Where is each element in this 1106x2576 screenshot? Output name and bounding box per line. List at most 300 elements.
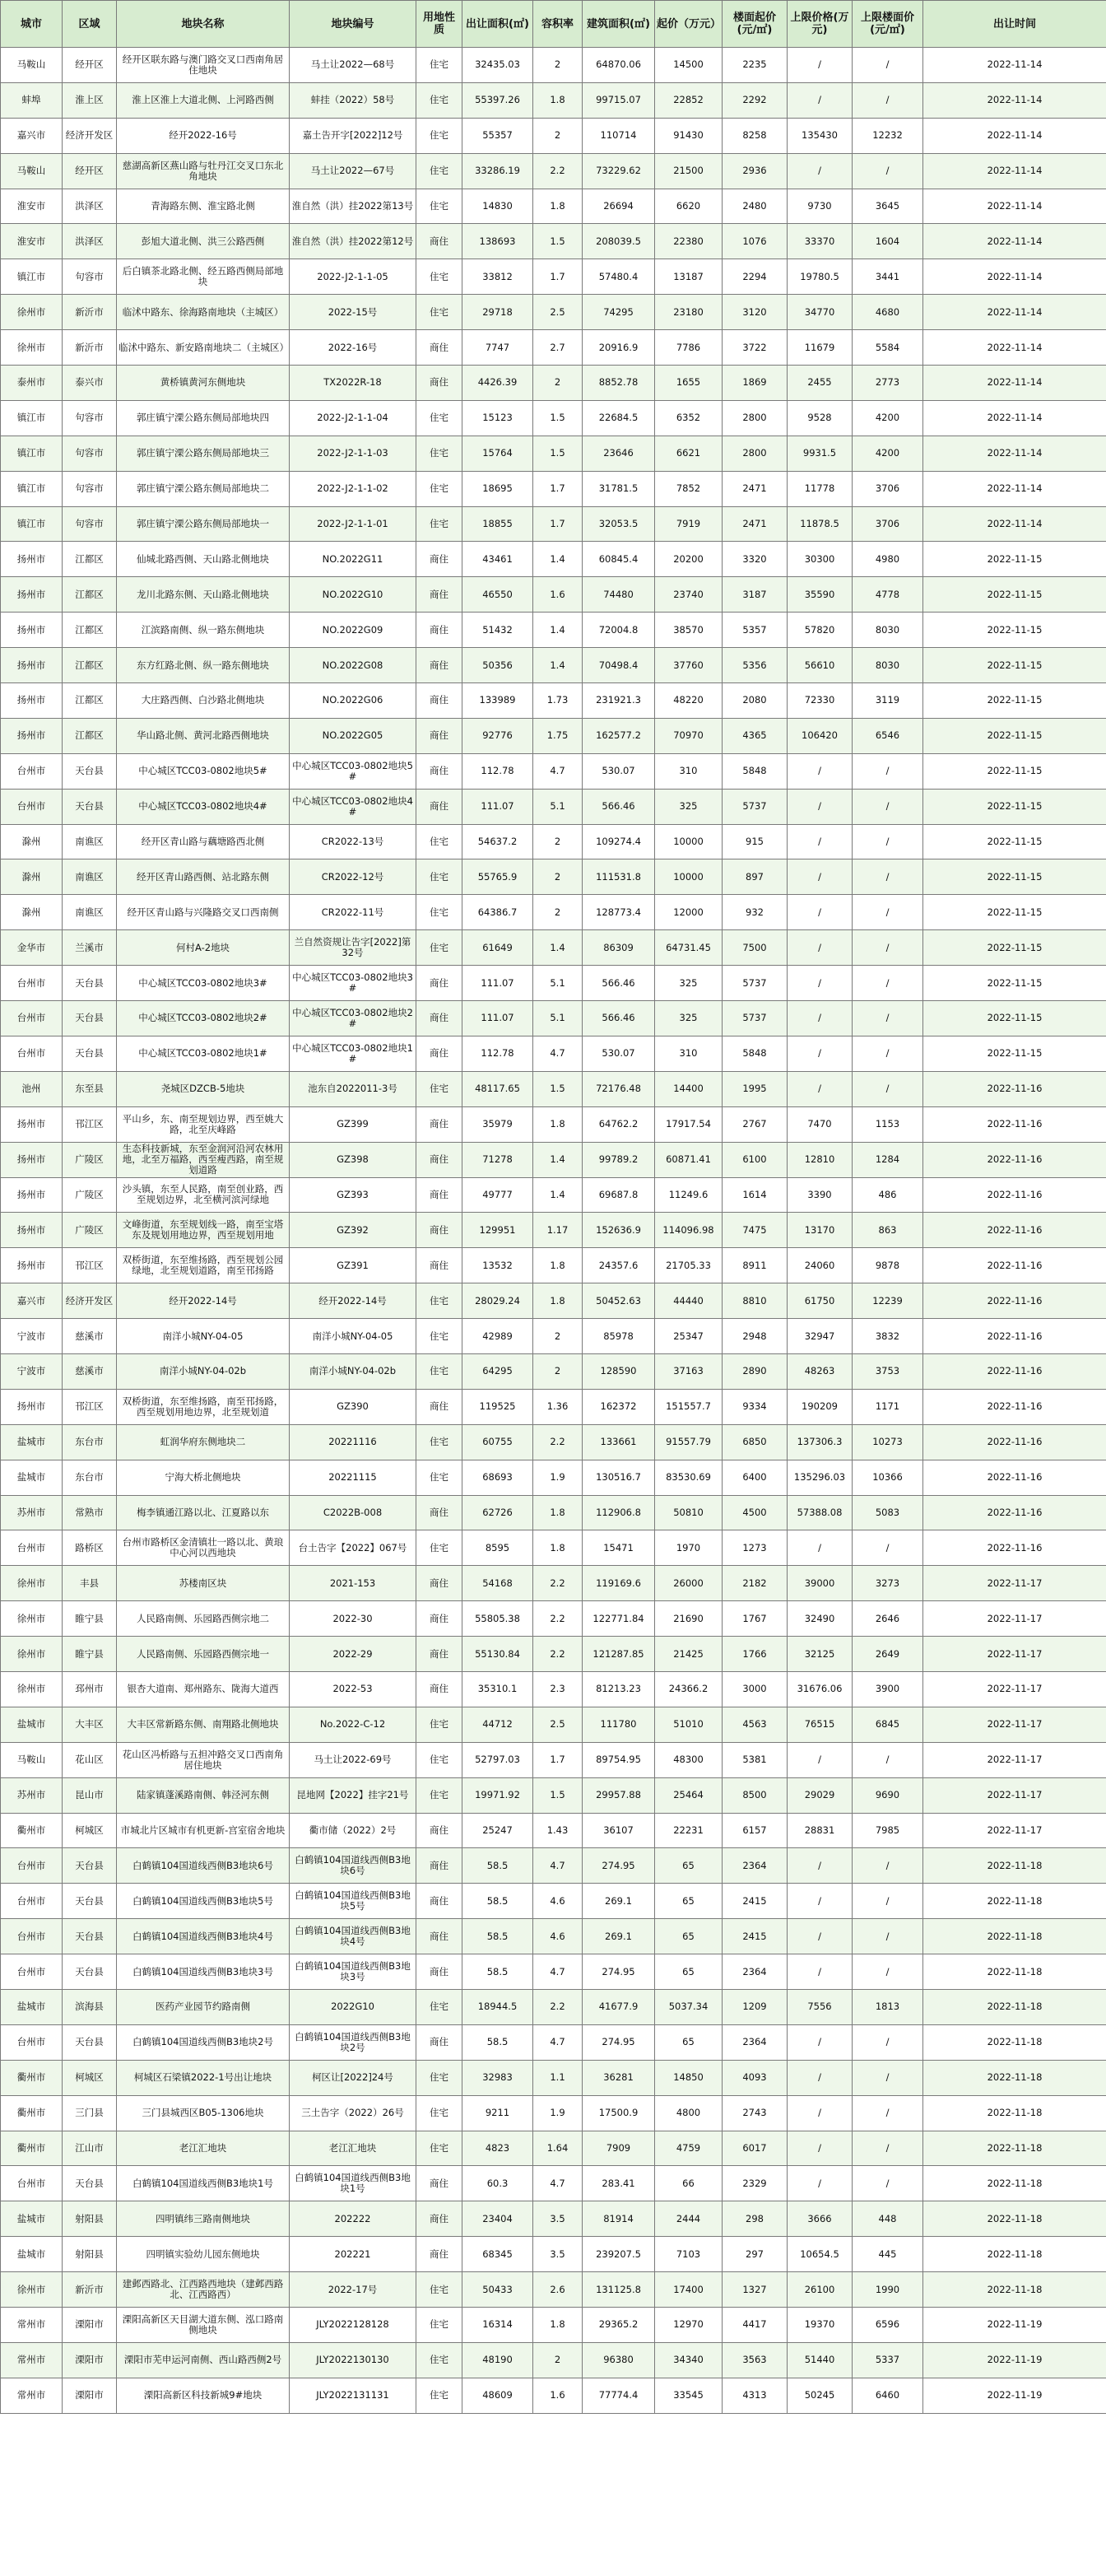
cell-area: 48117.65 (462, 1071, 533, 1106)
column-header-cap-floor-price: 上限楼面价(元/㎡) (853, 1, 923, 48)
cell-start-floor-price: 3563 (723, 2342, 788, 2378)
cell-land-use: 住宅 (416, 895, 462, 930)
cell-plot-ratio: 2 (533, 1353, 583, 1389)
cell-cap-price: 3666 (788, 2201, 853, 2237)
cell-city: 台州市 (1, 966, 63, 1001)
cell-land-use: 商住 (416, 2166, 462, 2201)
cell-floor-area: 96380 (583, 2342, 655, 2378)
cell-cap-price: / (788, 2166, 853, 2201)
cell-city: 台州市 (1, 789, 63, 824)
cell-area: 71278 (462, 1142, 533, 1177)
cell-auction-date: 2022-11-14 (923, 436, 1106, 471)
cell-start-floor-price: 297 (723, 2237, 788, 2272)
cell-district: 江都区 (63, 613, 117, 648)
cell-land-use: 商住 (416, 718, 462, 753)
cell-start-price: 83530.69 (655, 1460, 723, 1495)
cell-cap-floor-price: 445 (853, 2237, 923, 2272)
cell-parcel-code: 2022-J2-1-1-04 (290, 400, 416, 436)
table-row (1, 966, 1106, 1001)
cell-area: 29718 (462, 295, 533, 330)
table-row (1, 1742, 1106, 1777)
cell-plot-ratio: 1.8 (533, 1530, 583, 1566)
cell-parcel-code: CR2022-11号 (290, 895, 416, 930)
cell-floor-area: 111780 (583, 1707, 655, 1742)
table-row (1, 1919, 1106, 1954)
cell-area: 54168 (462, 1566, 533, 1601)
cell-start-price: 310 (655, 753, 723, 789)
cell-area: 18695 (462, 471, 533, 506)
cell-auction-date: 2022-11-18 (923, 2131, 1106, 2166)
cell-floor-area: 128590 (583, 1353, 655, 1389)
cell-district: 睢宁县 (63, 1637, 117, 1672)
cell-cap-price: 32947 (788, 1319, 853, 1354)
cell-auction-date: 2022-11-14 (923, 259, 1106, 295)
column-header-auction-date: 出让时间 (923, 1, 1106, 48)
cell-cap-price: 19780.5 (788, 259, 853, 295)
cell-cap-floor-price: 6546 (853, 718, 923, 753)
cell-cap-floor-price: 3832 (853, 1319, 923, 1354)
cell-parcel-name: 人民路南侧、乐园路西侧宗地一 (117, 1637, 290, 1672)
cell-plot-ratio: 4.7 (533, 1954, 583, 1990)
cell-parcel-code: 2022-30 (290, 1601, 416, 1637)
cell-district: 丰县 (63, 1566, 117, 1601)
cell-plot-ratio: 1.5 (533, 1777, 583, 1813)
cell-start-floor-price: 915 (723, 824, 788, 859)
cell-plot-ratio: 1.7 (533, 1742, 583, 1777)
cell-parcel-code: 20221115 (290, 1460, 416, 1495)
cell-parcel-name: 溧阳市芜申运河南侧、西山路西侧2号 (117, 2342, 290, 2378)
cell-cap-price: / (788, 48, 853, 83)
cell-parcel-name: 四明镇纬三路南侧地块 (117, 2201, 290, 2237)
table-row (1, 2308, 1106, 2343)
cell-land-use: 住宅 (416, 471, 462, 506)
cell-district: 兰溪市 (63, 930, 117, 966)
cell-district: 天台县 (63, 1848, 117, 1884)
cell-plot-ratio: 4.7 (533, 1848, 583, 1884)
cell-cap-price: 24060 (788, 1248, 853, 1283)
cell-auction-date: 2022-11-15 (923, 789, 1106, 824)
cell-city: 台州市 (1, 1954, 63, 1990)
cell-city: 扬州市 (1, 1248, 63, 1283)
cell-parcel-code: GZ398 (290, 1142, 416, 1177)
cell-plot-ratio: 2.2 (533, 1637, 583, 1672)
cell-city: 镇江市 (1, 259, 63, 295)
cell-parcel-code: NO.2022G09 (290, 613, 416, 648)
cell-area: 28029.24 (462, 1283, 533, 1319)
cell-start-price: 38570 (655, 613, 723, 648)
cell-floor-area: 269.1 (583, 1919, 655, 1954)
cell-parcel-code: 202222 (290, 2201, 416, 2237)
cell-parcel-code: CR2022-13号 (290, 824, 416, 859)
cell-plot-ratio: 3.5 (533, 2237, 583, 2272)
cell-plot-ratio: 5.1 (533, 1001, 583, 1036)
cell-parcel-code: JLY2022130130 (290, 2342, 416, 2378)
cell-cap-price: / (788, 2024, 853, 2060)
cell-plot-ratio: 2.6 (533, 2272, 583, 2308)
cell-land-use: 商住 (416, 2024, 462, 2060)
cell-cap-price: 26100 (788, 2272, 853, 2308)
cell-floor-area: 112906.8 (583, 1495, 655, 1530)
cell-start-price: 91557.79 (655, 1424, 723, 1460)
cell-start-floor-price: 5356 (723, 648, 788, 683)
cell-auction-date: 2022-11-15 (923, 683, 1106, 719)
table-row (1, 1177, 1106, 1213)
cell-auction-date: 2022-11-16 (923, 1213, 1106, 1248)
cell-district: 溧阳市 (63, 2342, 117, 2378)
cell-start-price: 7103 (655, 2237, 723, 2272)
cell-auction-date: 2022-11-17 (923, 1777, 1106, 1813)
cell-land-use: 住宅 (416, 1460, 462, 1495)
cell-district: 洪泽区 (63, 224, 117, 259)
cell-cap-floor-price: 3753 (853, 1353, 923, 1389)
cell-area: 111.07 (462, 966, 533, 1001)
cell-parcel-name: 南洋小城NY-04-02b (117, 1353, 290, 1389)
cell-land-use: 商住 (416, 753, 462, 789)
cell-auction-date: 2022-11-19 (923, 2378, 1106, 2413)
cell-start-floor-price: 6400 (723, 1460, 788, 1495)
cell-area: 58.5 (462, 1954, 533, 1990)
cell-parcel-code: 池东自2022011-3号 (290, 1071, 416, 1106)
cell-start-floor-price: 1209 (723, 1989, 788, 2024)
cell-city: 徐州市 (1, 1637, 63, 1672)
cell-parcel-code: NO.2022G06 (290, 683, 416, 719)
table-row (1, 2201, 1106, 2237)
cell-start-floor-price: 2471 (723, 506, 788, 542)
cell-floor-area: 274.95 (583, 1848, 655, 1884)
cell-start-price: 65 (655, 1954, 723, 1990)
cell-cap-floor-price: 4200 (853, 400, 923, 436)
cell-start-price: 17400 (655, 2272, 723, 2308)
cell-cap-price: 137306.3 (788, 1424, 853, 1460)
cell-land-use: 商住 (416, 577, 462, 613)
cell-land-use: 商住 (416, 1566, 462, 1601)
cell-parcel-name: 东方红路北侧、纵一路东侧地块 (117, 648, 290, 683)
cell-parcel-name: 梅李镇通江路以北、江夏路以东 (117, 1495, 290, 1530)
cell-land-use: 住宅 (416, 2342, 462, 2378)
cell-auction-date: 2022-11-14 (923, 471, 1106, 506)
cell-land-use: 住宅 (416, 118, 462, 153)
cell-city: 盐城市 (1, 1424, 63, 1460)
table-row (1, 1566, 1106, 1601)
cell-area: 60.3 (462, 2166, 533, 2201)
cell-area: 48609 (462, 2378, 533, 2413)
cell-auction-date: 2022-11-14 (923, 400, 1106, 436)
cell-cap-floor-price: 9878 (853, 1248, 923, 1283)
cell-cap-price: 34770 (788, 295, 853, 330)
cell-start-floor-price: 3722 (723, 330, 788, 366)
cell-auction-date: 2022-11-16 (923, 1106, 1106, 1142)
cell-cap-price: 190209 (788, 1389, 853, 1424)
cell-plot-ratio: 2.2 (533, 153, 583, 189)
cell-district: 东台市 (63, 1460, 117, 1495)
cell-start-floor-price: 2415 (723, 1884, 788, 1919)
table-row (1, 1884, 1106, 1919)
cell-floor-area: 162577.2 (583, 718, 655, 753)
cell-cap-floor-price: / (853, 48, 923, 83)
cell-start-floor-price: 3187 (723, 577, 788, 613)
cell-parcel-code: 嘉土告开字[2022]12号 (290, 118, 416, 153)
cell-start-price: 310 (655, 1036, 723, 1071)
cell-floor-area: 81213.23 (583, 1671, 655, 1707)
cell-district: 洪泽区 (63, 189, 117, 224)
cell-parcel-name: 南洋小城NY-04-05 (117, 1319, 290, 1354)
cell-auction-date: 2022-11-17 (923, 1637, 1106, 1672)
table-row (1, 1530, 1106, 1566)
cell-land-use: 住宅 (416, 859, 462, 895)
cell-start-price: 22380 (655, 224, 723, 259)
cell-parcel-name: 何村A-2地块 (117, 930, 290, 966)
cell-district: 新沂市 (63, 295, 117, 330)
cell-cap-floor-price: 6845 (853, 1707, 923, 1742)
cell-floor-area: 57480.4 (583, 259, 655, 295)
cell-cap-price: 30300 (788, 542, 853, 577)
cell-parcel-name: 平山乡，东、南至规划边界，西至姚大路，北至庆峰路 (117, 1106, 290, 1142)
cell-parcel-code: GZ390 (290, 1389, 416, 1424)
cell-auction-date: 2022-11-14 (923, 153, 1106, 189)
cell-land-use: 商住 (416, 330, 462, 366)
cell-floor-area: 70498.4 (583, 648, 655, 683)
cell-cap-price: / (788, 1742, 853, 1777)
cell-start-floor-price: 1076 (723, 224, 788, 259)
table-row (1, 789, 1106, 824)
cell-plot-ratio: 2.2 (533, 1989, 583, 2024)
cell-city: 宁波市 (1, 1353, 63, 1389)
cell-parcel-name: 经开区青山路与藕塘路西北侧 (117, 824, 290, 859)
column-header-parcel-name: 地块名称 (117, 1, 290, 48)
cell-land-use: 住宅 (416, 1707, 462, 1742)
cell-auction-date: 2022-11-16 (923, 1424, 1106, 1460)
cell-land-use: 商住 (416, 613, 462, 648)
cell-area: 68345 (462, 2237, 533, 2272)
cell-cap-floor-price: 448 (853, 2201, 923, 2237)
cell-land-use: 住宅 (416, 1319, 462, 1354)
cell-auction-date: 2022-11-18 (923, 2201, 1106, 2237)
cell-district: 大丰区 (63, 1707, 117, 1742)
cell-city: 徐州市 (1, 295, 63, 330)
cell-parcel-code: 马土让2022—68号 (290, 48, 416, 83)
cell-start-floor-price: 1766 (723, 1637, 788, 1672)
cell-district: 江都区 (63, 718, 117, 753)
cell-cap-price: / (788, 1848, 853, 1884)
cell-auction-date: 2022-11-15 (923, 859, 1106, 895)
table-row (1, 2342, 1106, 2378)
cell-land-use: 住宅 (416, 436, 462, 471)
cell-cap-price: 29029 (788, 1777, 853, 1813)
cell-cap-price: 135296.03 (788, 1460, 853, 1495)
cell-parcel-code: 南洋小城NY-04-05 (290, 1319, 416, 1354)
cell-parcel-name: 尧城区DZCB-5地块 (117, 1071, 290, 1106)
cell-auction-date: 2022-11-16 (923, 1353, 1106, 1389)
cell-cap-price: / (788, 2095, 853, 2131)
cell-start-floor-price: 5357 (723, 613, 788, 648)
cell-plot-ratio: 1.64 (533, 2131, 583, 2166)
cell-start-floor-price: 6017 (723, 2131, 788, 2166)
cell-cap-price: 35590 (788, 577, 853, 613)
cell-auction-date: 2022-11-14 (923, 506, 1106, 542)
cell-parcel-code: 2022-J2-1-1-02 (290, 471, 416, 506)
cell-land-use: 商住 (416, 1919, 462, 1954)
cell-district: 天台县 (63, 1954, 117, 1990)
cell-city: 淮安市 (1, 224, 63, 259)
cell-plot-ratio: 4.7 (533, 1036, 583, 1071)
cell-plot-ratio: 1.8 (533, 1495, 583, 1530)
cell-cap-price: 61750 (788, 1283, 853, 1319)
cell-parcel-name: 大庄路西侧、白沙路北侧地块 (117, 683, 290, 719)
cell-district: 邗江区 (63, 1106, 117, 1142)
cell-district: 睢宁县 (63, 1601, 117, 1637)
cell-cap-price: 7556 (788, 1989, 853, 2024)
cell-district: 天台县 (63, 966, 117, 1001)
cell-auction-date: 2022-11-18 (923, 2060, 1106, 2095)
cell-auction-date: 2022-11-16 (923, 1248, 1106, 1283)
table-row (1, 2272, 1106, 2308)
cell-parcel-code: 2022-J2-1-1-03 (290, 436, 416, 471)
cell-city: 马鞍山 (1, 48, 63, 83)
cell-auction-date: 2022-11-17 (923, 1742, 1106, 1777)
cell-floor-area: 85978 (583, 1319, 655, 1354)
cell-cap-price: / (788, 753, 853, 789)
cell-cap-floor-price: / (853, 153, 923, 189)
table-row (1, 1637, 1106, 1672)
cell-land-use: 商住 (416, 1001, 462, 1036)
table-row (1, 48, 1106, 83)
cell-parcel-name: 医药产业园节约路南侧 (117, 1989, 290, 2024)
cell-auction-date: 2022-11-17 (923, 1601, 1106, 1637)
cell-land-use: 住宅 (416, 2308, 462, 2343)
cell-plot-ratio: 2.5 (533, 295, 583, 330)
cell-cap-price: / (788, 153, 853, 189)
cell-district: 广陵区 (63, 1177, 117, 1213)
cell-parcel-code: 2022-15号 (290, 295, 416, 330)
cell-plot-ratio: 2.7 (533, 330, 583, 366)
cell-district: 天台县 (63, 1884, 117, 1919)
cell-plot-ratio: 1.4 (533, 648, 583, 683)
cell-plot-ratio: 1.6 (533, 2378, 583, 2413)
cell-auction-date: 2022-11-16 (923, 1319, 1106, 1354)
cell-parcel-code: 白鹤镇104国道线西侧B3地块2号 (290, 2024, 416, 2060)
cell-parcel-code: 马土让2022—67号 (290, 153, 416, 189)
cell-cap-floor-price: 12239 (853, 1283, 923, 1319)
cell-plot-ratio: 2 (533, 2342, 583, 2378)
cell-area: 119525 (462, 1389, 533, 1424)
column-header-district: 区域 (63, 1, 117, 48)
cell-floor-area: 77774.4 (583, 2378, 655, 2413)
cell-plot-ratio: 1.8 (533, 2308, 583, 2343)
cell-cap-price: 135430 (788, 118, 853, 153)
cell-start-price: 33545 (655, 2378, 723, 2413)
cell-area: 18855 (462, 506, 533, 542)
cell-parcel-name: 临沭中路东、新安路南地块二（主城区） (117, 330, 290, 366)
cell-cap-price: 9730 (788, 189, 853, 224)
cell-parcel-code: GZ393 (290, 1177, 416, 1213)
cell-area: 52797.03 (462, 1742, 533, 1777)
cell-start-floor-price: 2182 (723, 1566, 788, 1601)
cell-land-use: 住宅 (416, 2131, 462, 2166)
cell-city: 镇江市 (1, 436, 63, 471)
table-row (1, 930, 1106, 966)
cell-start-floor-price: 2235 (723, 48, 788, 83)
table-row (1, 153, 1106, 189)
cell-start-floor-price: 4365 (723, 718, 788, 753)
cell-land-use: 商住 (416, 789, 462, 824)
cell-area: 46550 (462, 577, 533, 613)
cell-start-floor-price: 4093 (723, 2060, 788, 2095)
cell-plot-ratio: 1.4 (533, 613, 583, 648)
cell-start-price: 60871.41 (655, 1142, 723, 1177)
cell-cap-floor-price: 6460 (853, 2378, 923, 2413)
cell-floor-area: 22684.5 (583, 400, 655, 436)
table-row (1, 1954, 1106, 1990)
cell-plot-ratio: 1.1 (533, 2060, 583, 2095)
cell-floor-area: 122771.84 (583, 1601, 655, 1637)
cell-parcel-name: 宁海大桥北侧地块 (117, 1460, 290, 1495)
cell-start-price: 21500 (655, 153, 723, 189)
cell-land-use: 住宅 (416, 1742, 462, 1777)
cell-parcel-code: NO.2022G05 (290, 718, 416, 753)
cell-start-price: 66 (655, 2166, 723, 2201)
cell-cap-price: 9528 (788, 400, 853, 436)
cell-plot-ratio: 2.5 (533, 1707, 583, 1742)
cell-start-price: 10000 (655, 859, 723, 895)
column-header-start-price: 起价（万元） (655, 1, 723, 48)
cell-district: 滨海县 (63, 1989, 117, 2024)
cell-start-price: 20200 (655, 542, 723, 577)
cell-floor-area: 274.95 (583, 1954, 655, 1990)
cell-area: 8595 (462, 1530, 533, 1566)
cell-floor-area: 81914 (583, 2201, 655, 2237)
table-row (1, 436, 1106, 471)
cell-land-use: 住宅 (416, 82, 462, 118)
cell-city: 蚌埠 (1, 82, 63, 118)
cell-start-floor-price: 4417 (723, 2308, 788, 2343)
cell-parcel-name: 白鹤镇104国道线西侧B3地块2号 (117, 2024, 290, 2060)
cell-plot-ratio: 1.8 (533, 82, 583, 118)
cell-start-floor-price: 1995 (723, 1071, 788, 1106)
cell-district: 天台县 (63, 2166, 117, 2201)
cell-district: 句容市 (63, 506, 117, 542)
cell-start-price: 65 (655, 1884, 723, 1919)
cell-area: 55357 (462, 118, 533, 153)
cell-land-use: 商住 (416, 1106, 462, 1142)
cell-cap-floor-price: 9690 (853, 1777, 923, 1813)
column-header-plot-ratio: 容积率 (533, 1, 583, 48)
cell-plot-ratio: 1.73 (533, 683, 583, 719)
cell-land-use: 住宅 (416, 930, 462, 966)
cell-auction-date: 2022-11-15 (923, 895, 1106, 930)
cell-parcel-name: 江滨路南侧、纵一路东侧地块 (117, 613, 290, 648)
cell-parcel-code: 2022-53 (290, 1671, 416, 1707)
cell-city: 台州市 (1, 1036, 63, 1071)
cell-plot-ratio: 3.5 (533, 2201, 583, 2237)
cell-parcel-code: 20221116 (290, 1424, 416, 1460)
cell-floor-area: 69687.8 (583, 1177, 655, 1213)
cell-cap-floor-price: / (853, 789, 923, 824)
cell-district: 新沂市 (63, 2272, 117, 2308)
cell-city: 常州市 (1, 2378, 63, 2413)
cell-district: 常熟市 (63, 1495, 117, 1530)
cell-auction-date: 2022-11-18 (923, 2166, 1106, 2201)
cell-floor-area: 41677.9 (583, 1989, 655, 2024)
cell-plot-ratio: 1.9 (533, 1460, 583, 1495)
table-body (1, 48, 1106, 2414)
table-row (1, 330, 1106, 366)
cell-city: 镇江市 (1, 400, 63, 436)
cell-district: 射阳县 (63, 2237, 117, 2272)
cell-cap-price: 3390 (788, 1177, 853, 1213)
column-header-parcel-code: 地块编号 (290, 1, 416, 48)
cell-area: 42989 (462, 1319, 533, 1354)
cell-plot-ratio: 2 (533, 118, 583, 153)
